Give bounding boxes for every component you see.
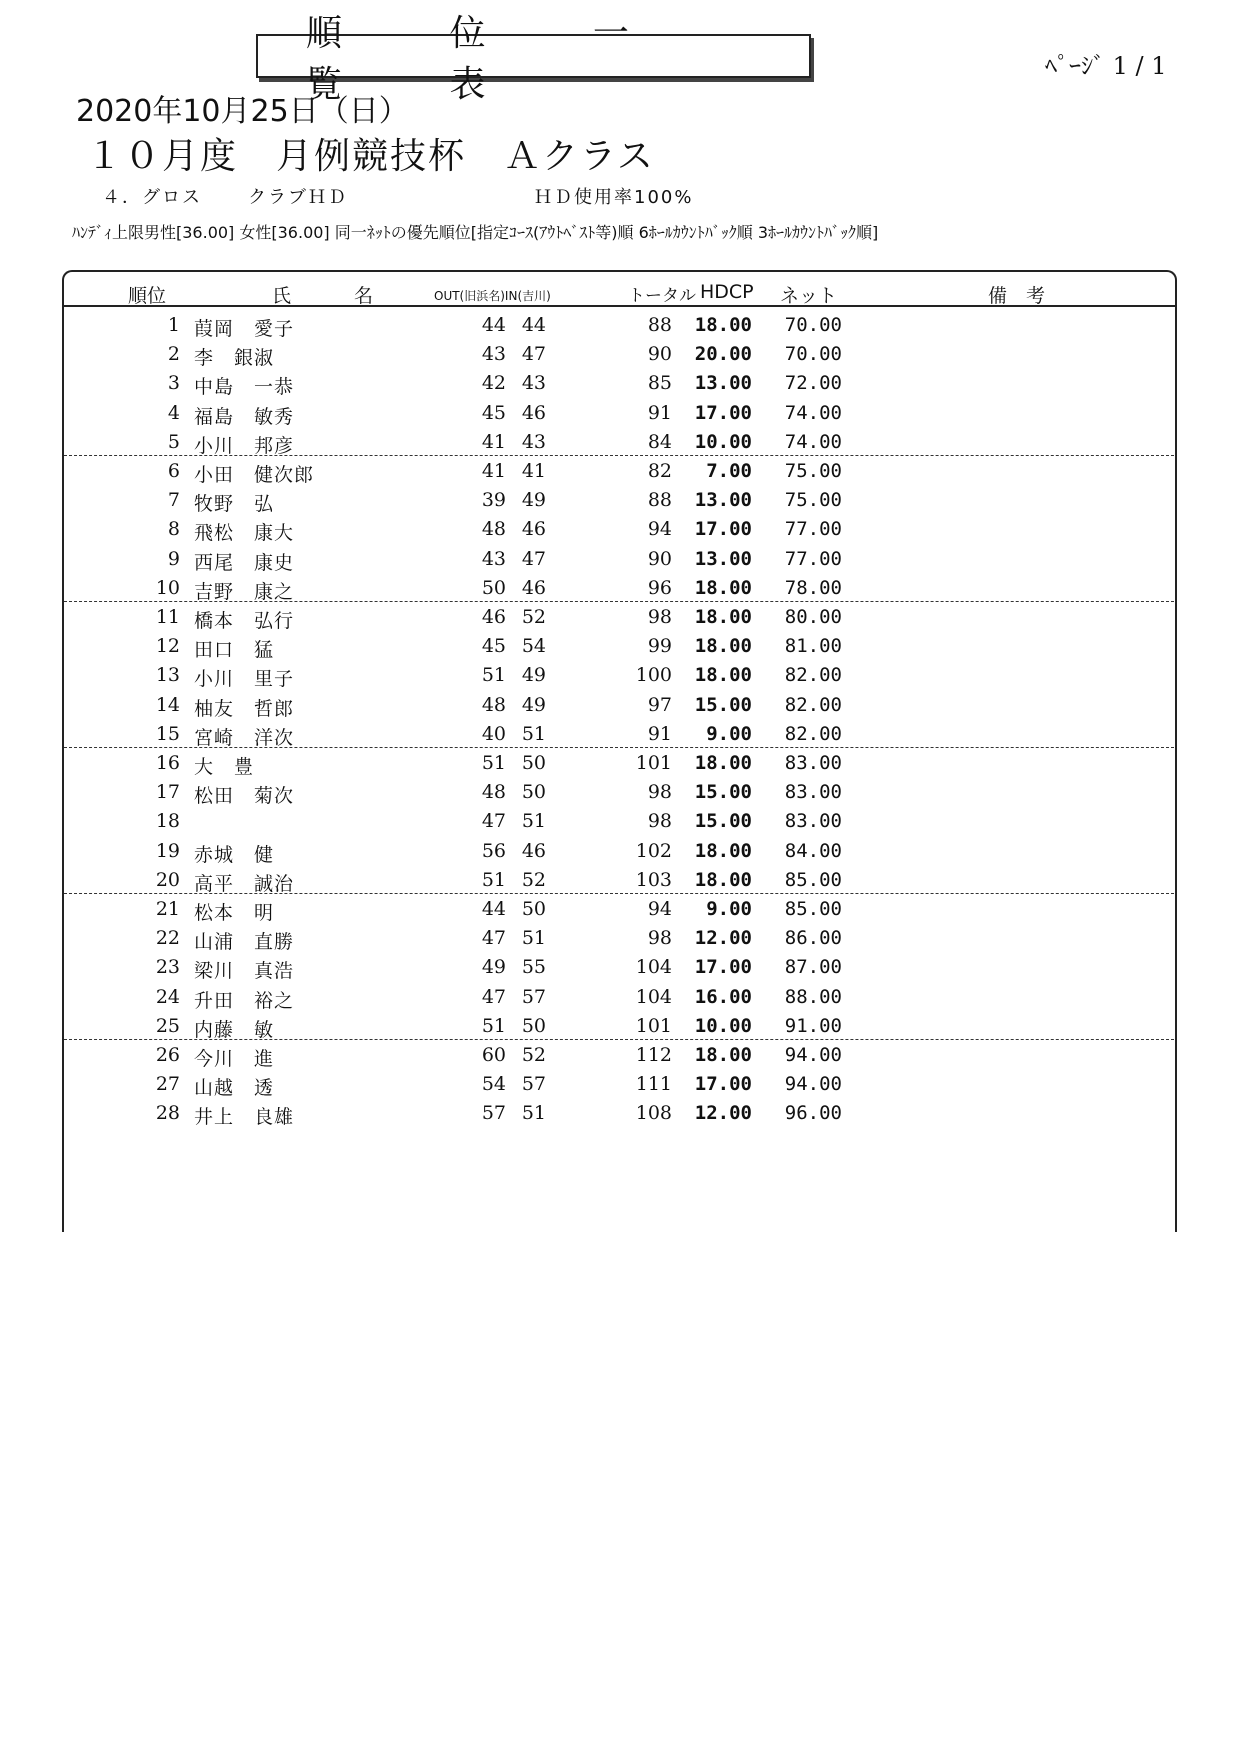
out-score-cell: 42	[481, 372, 506, 395]
table-row	[0, 1099, 1242, 1128]
total-cell: 104	[635, 985, 672, 1008]
event-title: １０月度 月例競技杯 Ａクラス	[86, 136, 655, 177]
rank-cell: 23	[155, 956, 180, 979]
event-date: 2020年10月25日（日）	[76, 94, 409, 129]
hdcp-cell: 15.00	[694, 781, 752, 804]
out-score-cell: 45	[481, 635, 506, 658]
name-cell: 中島 一恭	[194, 376, 295, 399]
net-cell: 80.00	[784, 606, 842, 628]
name-cell: 赤城 健	[194, 843, 275, 866]
name-cell: 松本 明	[194, 902, 275, 924]
table-row	[0, 545, 1242, 574]
out-score-cell: 45	[481, 401, 506, 424]
table-row	[0, 311, 1242, 340]
in-score-cell: 46	[521, 576, 546, 599]
out-score-cell: 48	[481, 518, 506, 541]
net-cell: 96.00	[784, 1102, 842, 1125]
name-cell: 小川 里子	[194, 668, 295, 691]
rank-cell: 24	[155, 985, 180, 1008]
net-cell: 74.00	[784, 430, 842, 453]
hdcp-cell: 12.00	[694, 1102, 752, 1125]
net-cell: 83.00	[784, 781, 842, 804]
net-cell: 82.00	[784, 693, 842, 716]
out-score-cell: 50	[481, 576, 506, 599]
total-cell: 84	[647, 430, 672, 453]
in-score-cell: 51	[521, 810, 546, 833]
rank-cell: 17	[155, 781, 180, 804]
out-score-cell: 39	[481, 489, 506, 512]
net-cell: 88.00	[784, 985, 842, 1008]
in-score-cell: 51	[521, 722, 546, 745]
in-score-cell: 57	[521, 1073, 546, 1096]
out-score-cell: 43	[481, 547, 506, 570]
table-row	[0, 340, 1242, 369]
rank-cell: 1	[167, 314, 180, 336]
net-cell: 83.00	[784, 810, 842, 833]
name-cell: 内藤 敏	[194, 1018, 275, 1041]
rank-cell: 25	[155, 1014, 180, 1037]
total-cell: 91	[647, 722, 672, 745]
name-cell: 西尾 康史	[194, 551, 295, 574]
rank-cell: 5	[167, 430, 180, 453]
rank-cell: 2	[167, 343, 180, 366]
name-cell: 小川 邦彦	[194, 434, 295, 457]
hdcp-cell: 9.00	[706, 722, 752, 745]
net-cell: 85.00	[784, 898, 842, 920]
in-score-cell: 41	[521, 460, 546, 482]
column-rank: 順位	[128, 285, 167, 307]
name-cell: 井上 良雄	[194, 1106, 295, 1129]
out-score-cell: 43	[481, 343, 506, 366]
table-row	[0, 924, 1242, 953]
in-score-cell: 43	[521, 430, 546, 453]
name-cell: 牧野 弘	[194, 493, 275, 516]
in-score-cell: 55	[521, 956, 546, 979]
tiebreak-rules: ﾊﾝﾃﾞｨ上限男性[36.00] 女性[36.00] 同一ﾈｯﾄの優先順位[指定ｺｰｽ(ｱｳﾄﾍﾞｽﾄ等)順 6ﾎｰﾙｶｳﾝﾄﾊﾞｯｸ順 3ﾎｰﾙｶｳﾝﾄﾊﾞｯｸ順]	[72, 223, 879, 242]
out-score-cell: 51	[481, 868, 506, 891]
hdcp-cell: 10.00	[694, 1014, 752, 1037]
table-row	[0, 574, 1242, 603]
group-separator	[64, 1039, 1174, 1040]
name-cell: 宮崎 洋次	[194, 726, 295, 749]
in-score-cell: 52	[521, 868, 546, 891]
out-score-cell: 60	[481, 1044, 506, 1066]
rank-cell: 28	[155, 1102, 180, 1125]
total-cell: 100	[635, 664, 672, 687]
name-cell: 梁川 真浩	[194, 960, 295, 983]
hdcp-cell: 18.00	[694, 839, 752, 862]
hdcp-cell: 7.00	[706, 460, 752, 482]
rank-cell: 10	[155, 576, 180, 599]
rank-cell: 22	[155, 927, 180, 950]
table-row	[0, 515, 1242, 544]
name-cell: 吉野 康之	[194, 580, 295, 603]
rank-cell: 19	[155, 839, 180, 862]
net-cell: 82.00	[784, 664, 842, 687]
scoring-type: ４．グロス	[102, 187, 202, 208]
total-cell: 90	[647, 343, 672, 366]
net-cell: 70.00	[784, 314, 842, 336]
total-cell: 91	[647, 401, 672, 424]
out-score-cell: 48	[481, 693, 506, 716]
table-row	[0, 1070, 1242, 1099]
in-score-cell: 50	[521, 752, 546, 774]
out-score-cell: 48	[481, 781, 506, 804]
total-cell: 112	[635, 1044, 672, 1066]
table-row	[0, 866, 1242, 895]
hdcp-cell: 18.00	[694, 868, 752, 891]
total-cell: 82	[647, 460, 672, 482]
name-cell: 柚友 哲郎	[194, 697, 295, 720]
rank-cell: 8	[167, 518, 180, 541]
total-cell: 102	[635, 839, 672, 862]
table-row	[0, 983, 1242, 1012]
in-score-cell: 57	[521, 985, 546, 1008]
net-cell: 91.00	[784, 1014, 842, 1037]
table-row	[0, 895, 1242, 924]
name-cell: 今川 進	[194, 1048, 275, 1070]
net-cell: 70.00	[784, 343, 842, 366]
rank-cell: 26	[155, 1044, 180, 1066]
total-cell: 97	[647, 693, 672, 716]
table-row	[0, 720, 1242, 749]
total-cell: 88	[647, 489, 672, 512]
out-score-cell: 41	[481, 460, 506, 482]
name-cell: 大 豊	[194, 756, 255, 778]
hdcp-cell: 18.00	[694, 664, 752, 687]
net-cell: 78.00	[784, 576, 842, 599]
total-cell: 90	[647, 547, 672, 570]
in-score-cell: 52	[521, 1044, 546, 1066]
hdcp-cell: 18.00	[694, 1044, 752, 1066]
net-cell: 75.00	[784, 460, 842, 482]
hdcp-cell: 18.00	[694, 576, 752, 599]
in-score-cell: 51	[521, 927, 546, 950]
hdcp-cell: 17.00	[694, 1073, 752, 1096]
hdcp-cell: 18.00	[694, 635, 752, 658]
table-row	[0, 486, 1242, 515]
rank-cell: 6	[167, 460, 180, 482]
group-separator	[64, 601, 1174, 602]
page-title: 順 位 一 覧 表	[256, 34, 811, 78]
table-row	[0, 953, 1242, 982]
in-score-cell: 47	[521, 343, 546, 366]
hdcp-cell: 18.00	[694, 752, 752, 774]
net-cell: 94.00	[784, 1073, 842, 1096]
table-row	[0, 691, 1242, 720]
rank-cell: 9	[167, 547, 180, 570]
rank-cell: 4	[167, 401, 180, 424]
column-hdcp: HDCP	[700, 281, 754, 303]
total-cell: 94	[647, 898, 672, 920]
table-row	[0, 457, 1242, 486]
table-row	[0, 603, 1242, 632]
net-cell: 85.00	[784, 868, 842, 891]
name-cell: 山越 透	[194, 1077, 275, 1100]
name-cell: 山浦 直勝	[194, 931, 295, 954]
in-score-cell: 50	[521, 781, 546, 804]
rank-cell: 3	[167, 372, 180, 395]
rank-cell: 21	[155, 898, 180, 920]
out-score-cell: 54	[481, 1073, 506, 1096]
hdcp-cell: 17.00	[694, 956, 752, 979]
name-cell: 松田 菊次	[194, 785, 295, 808]
out-score-cell: 47	[481, 810, 506, 833]
hdcp-cell: 16.00	[694, 985, 752, 1008]
in-score-cell: 49	[521, 664, 546, 687]
name-cell: 福島 敏秀	[194, 405, 295, 428]
hdcp-cell: 17.00	[694, 518, 752, 541]
table-row	[0, 749, 1242, 778]
in-score-cell: 46	[521, 401, 546, 424]
handicap-rate: ＨＤ使用率100%	[534, 187, 694, 208]
name-cell: 小田 健次郎	[194, 464, 315, 486]
out-score-cell: 44	[481, 314, 506, 336]
total-cell: 103	[635, 868, 672, 891]
net-cell: 87.00	[784, 956, 842, 979]
table-row	[0, 1041, 1242, 1070]
rank-cell: 18	[155, 810, 180, 833]
in-score-cell: 43	[521, 372, 546, 395]
table-row	[0, 632, 1242, 661]
hdcp-cell: 10.00	[694, 430, 752, 453]
total-cell: 94	[647, 518, 672, 541]
in-score-cell: 46	[521, 839, 546, 862]
group-separator	[64, 893, 1174, 894]
total-cell: 96	[647, 576, 672, 599]
hdcp-cell: 15.00	[694, 810, 752, 833]
table-row	[0, 661, 1242, 690]
hdcp-cell: 18.00	[694, 606, 752, 628]
total-cell: 98	[647, 927, 672, 950]
hdcp-cell: 12.00	[694, 927, 752, 950]
total-cell: 101	[635, 752, 672, 774]
total-cell: 98	[647, 810, 672, 833]
rank-cell: 11	[155, 606, 180, 628]
table-row	[0, 807, 1242, 836]
total-cell: 85	[647, 372, 672, 395]
out-score-cell: 57	[481, 1102, 506, 1125]
column-out-in: OUT(旧浜名)IN(吉川)	[434, 289, 551, 303]
in-score-cell: 46	[521, 518, 546, 541]
rank-cell: 15	[155, 722, 180, 745]
net-cell: 94.00	[784, 1044, 842, 1066]
total-cell: 99	[647, 635, 672, 658]
out-score-cell: 46	[481, 606, 506, 628]
in-score-cell: 51	[521, 1102, 546, 1125]
net-cell: 82.00	[784, 722, 842, 745]
name-cell: 葭岡 愛子	[194, 318, 295, 340]
total-cell: 98	[647, 781, 672, 804]
column-name-family: 氏	[272, 285, 292, 307]
name-cell: 田口 猛	[194, 639, 275, 662]
out-score-cell: 56	[481, 839, 506, 862]
hdcp-cell: 13.00	[694, 489, 752, 512]
in-score-cell: 49	[521, 489, 546, 512]
rank-cell: 7	[167, 489, 180, 512]
group-separator	[64, 455, 1174, 456]
column-remarks: 備 考	[988, 285, 1046, 307]
hdcp-cell: 9.00	[706, 898, 752, 920]
total-cell: 88	[647, 314, 672, 336]
out-score-cell: 51	[481, 752, 506, 774]
in-score-cell: 50	[521, 1014, 546, 1037]
name-cell: 橋本 弘行	[194, 610, 295, 632]
net-cell: 72.00	[784, 372, 842, 395]
name-cell: 升田 裕之	[194, 989, 295, 1012]
total-cell: 101	[635, 1014, 672, 1037]
handicap-type: クラブＨＤ	[248, 187, 348, 208]
in-score-cell: 52	[521, 606, 546, 628]
net-cell: 77.00	[784, 547, 842, 570]
name-cell: 高平 誠治	[194, 872, 295, 895]
page-number: ﾍﾟｰｼﾞ 1 / 1	[1045, 52, 1167, 80]
net-cell: 81.00	[784, 635, 842, 658]
in-score-cell: 54	[521, 635, 546, 658]
column-total: トータル	[628, 286, 696, 306]
out-score-cell: 41	[481, 430, 506, 453]
rank-cell: 13	[155, 664, 180, 687]
in-score-cell: 50	[521, 898, 546, 920]
table-row	[0, 428, 1242, 457]
out-score-cell: 49	[481, 956, 506, 979]
out-score-cell: 47	[481, 985, 506, 1008]
out-score-cell: 44	[481, 898, 506, 920]
total-cell: 104	[635, 956, 672, 979]
rank-cell: 14	[155, 693, 180, 716]
rank-cell: 27	[155, 1073, 180, 1096]
hdcp-cell: 18.00	[694, 314, 752, 336]
table-row	[0, 778, 1242, 807]
out-score-cell: 47	[481, 927, 506, 950]
hdcp-cell: 20.00	[694, 343, 752, 366]
column-net: ネット	[780, 285, 838, 307]
out-score-cell: 51	[481, 1014, 506, 1037]
rank-cell: 12	[155, 635, 180, 658]
in-score-cell: 47	[521, 547, 546, 570]
rank-cell: 20	[155, 868, 180, 891]
table-row	[0, 399, 1242, 428]
in-score-cell: 49	[521, 693, 546, 716]
column-name-given: 名	[354, 285, 374, 307]
name-cell: 李 銀淑	[194, 347, 275, 370]
hdcp-cell: 13.00	[694, 547, 752, 570]
net-cell: 86.00	[784, 927, 842, 950]
net-cell: 84.00	[784, 839, 842, 862]
total-cell: 111	[635, 1073, 672, 1096]
table-row	[0, 1012, 1242, 1041]
hdcp-cell: 13.00	[694, 372, 752, 395]
in-score-cell: 44	[521, 314, 546, 336]
group-separator	[64, 747, 1174, 748]
hdcp-cell: 15.00	[694, 693, 752, 716]
net-cell: 83.00	[784, 752, 842, 774]
out-score-cell: 51	[481, 664, 506, 687]
net-cell: 75.00	[784, 489, 842, 512]
table-row	[0, 837, 1242, 866]
rank-cell: 16	[155, 752, 180, 774]
table-row	[0, 369, 1242, 398]
out-score-cell: 40	[481, 722, 506, 745]
name-cell: 飛松 康大	[194, 522, 295, 545]
hdcp-cell: 17.00	[694, 401, 752, 424]
net-cell: 74.00	[784, 401, 842, 424]
total-cell: 108	[635, 1102, 672, 1125]
total-cell: 98	[647, 606, 672, 628]
net-cell: 77.00	[784, 518, 842, 541]
